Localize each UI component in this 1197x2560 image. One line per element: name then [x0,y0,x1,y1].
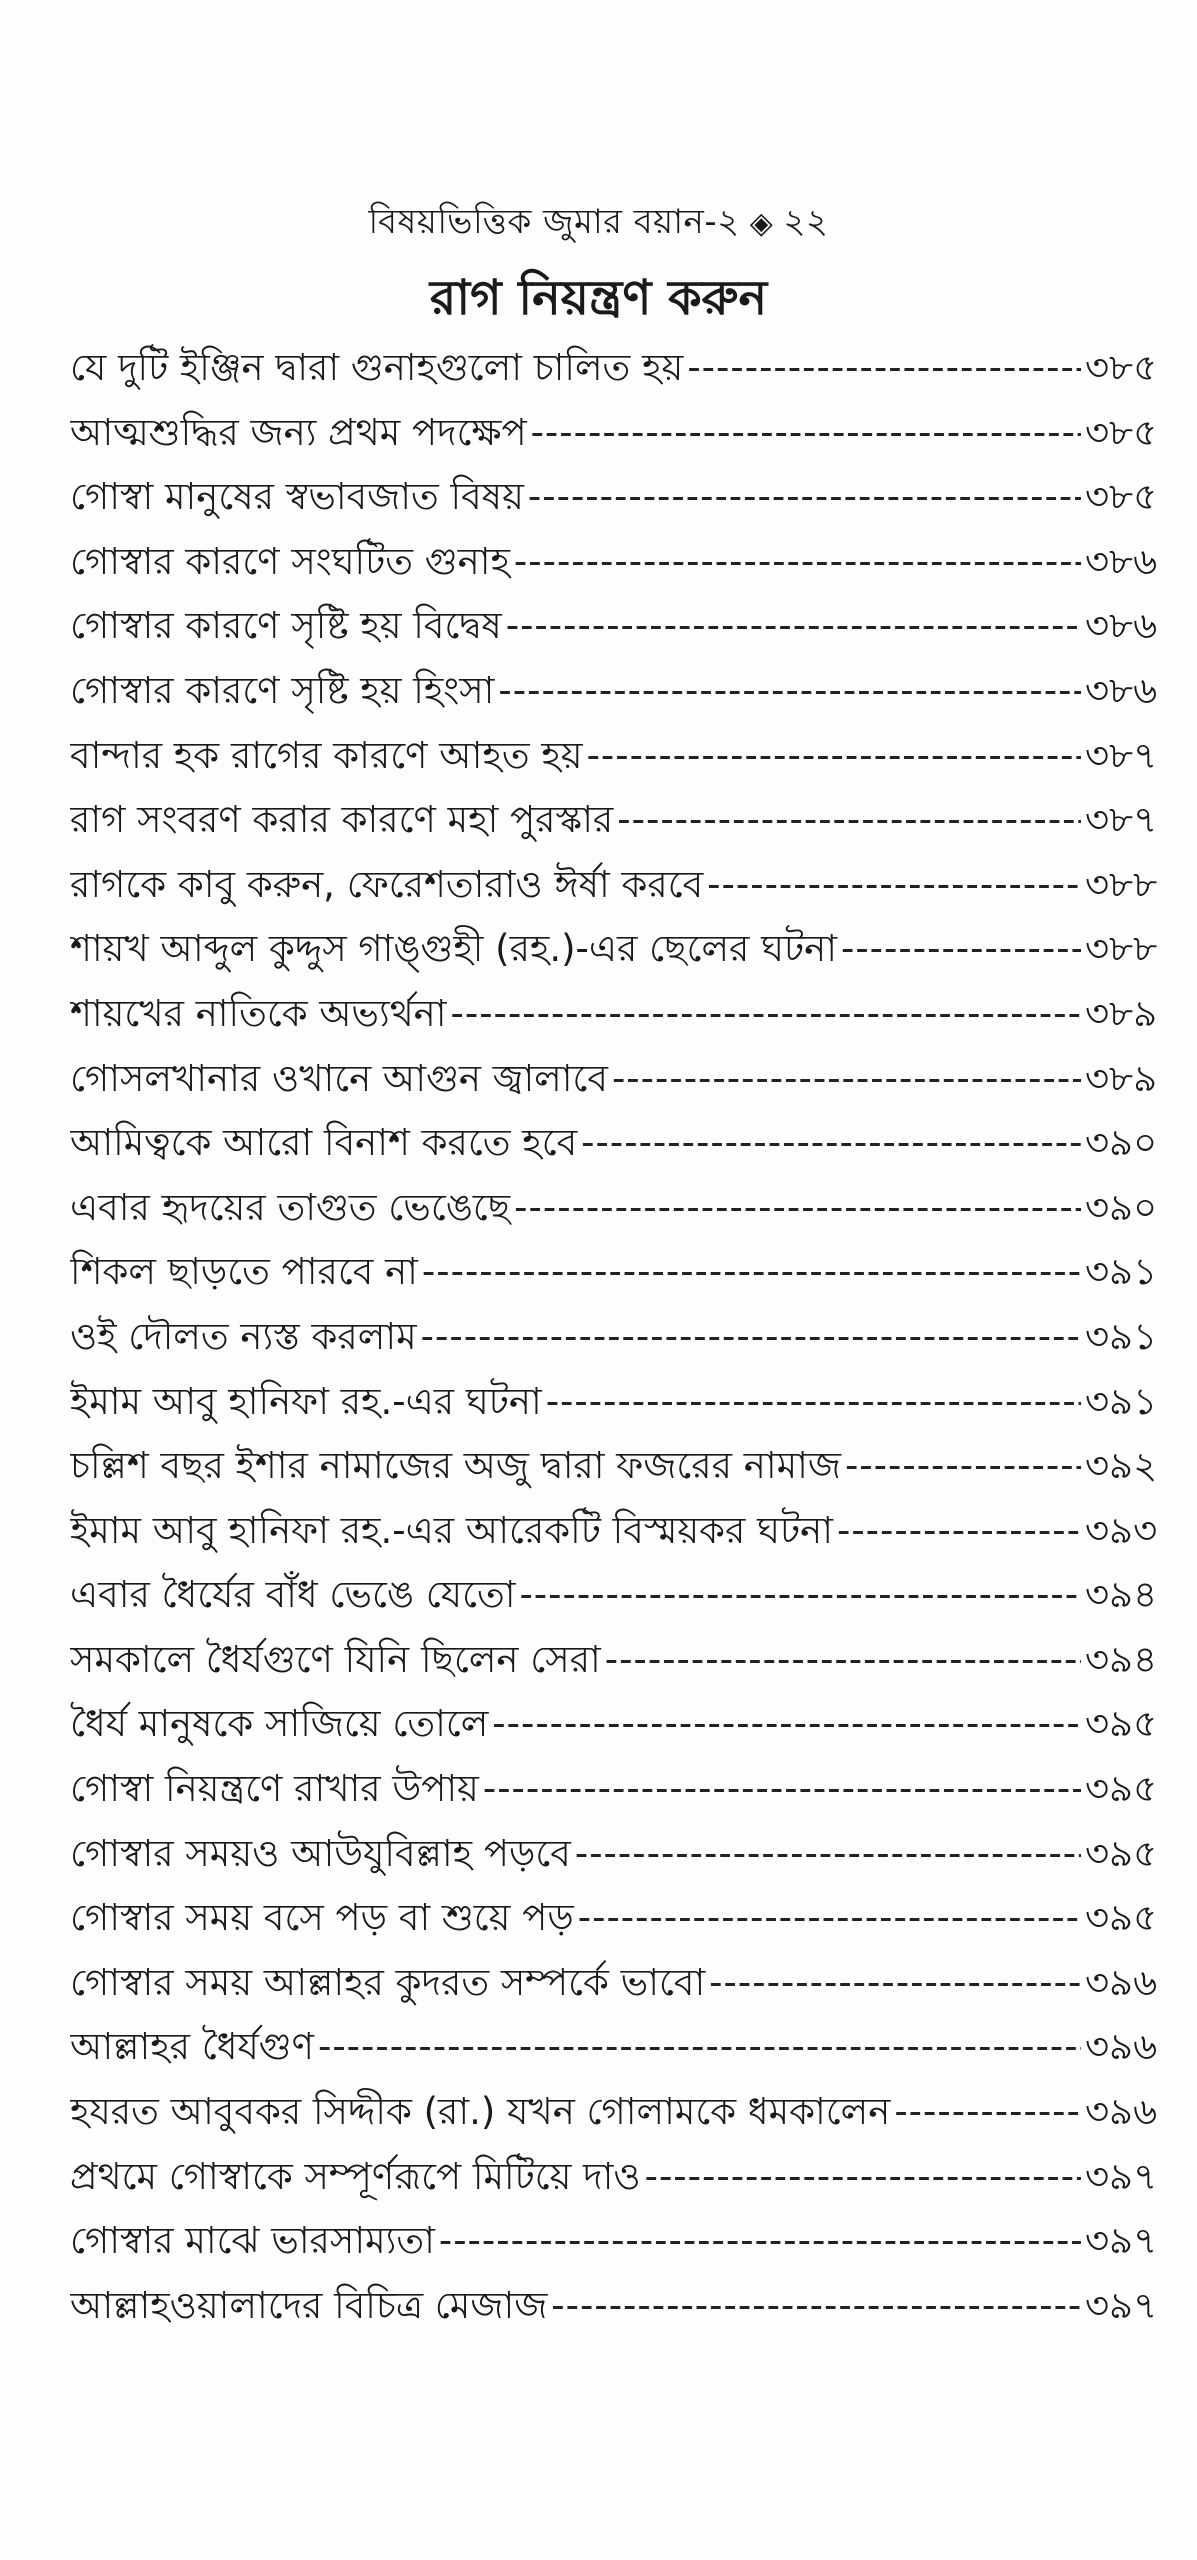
toc-entry-title: আল্লাহর ধৈর্যগুণ [70,2025,314,2069]
toc-entry-title: যে দুটি ইঞ্জিন দ্বারা গুনাহগুলো চালিত হয় [70,346,684,389]
toc-entry [70,1694,1197,1759]
table-of-contents [70,338,1197,2340]
toc-entry-page: ৩৯১ [1085,1379,1158,1423]
diamond-separator-icon: ◈ [749,206,774,241]
toc-entry-page: ৩৯৭ [1085,2219,1158,2263]
toc-entry [70,726,1197,791]
dot-leader [546,1380,1081,1423]
toc-entry [70,467,1197,532]
toc-entry-title: আত্মশুদ্ধির জন্য প্রথম পদক্ষেপ [70,410,527,454]
toc-entry-page: ৩৮৯ [1085,991,1158,1035]
toc-entry-title: গোস্বা মানুষের স্বভাবজাত বিষয় [70,475,524,519]
toc-entry [70,1307,1197,1372]
toc-entry [70,1436,1197,1501]
toc-entry-title: গোস্বার কারণে সৃষ্টি হয় বিদ্বেষ [70,604,502,648]
toc-entry [70,532,1197,597]
toc-entry-title: ইমাম আবু হানিফা রহ.-এর ঘটনা [70,1379,542,1423]
dot-leader [506,604,1081,647]
page-number: ২২ [783,202,829,242]
toc-entry-title: বান্দার হক রাগের কারণে আহত হয় [70,733,583,777]
chapter-title: রাগ নিয়ন্ত্রণ করুন [429,270,768,326]
toc-entry [70,1178,1197,1243]
dot-leader [709,1961,1081,2004]
dot-leader [581,1121,1081,1164]
dot-leader [707,863,1081,906]
toc-entry-title: হযরত আবুবকর সিদ্দীক (রা.) যখন গোলামকে ধমকালেন [70,2090,891,2134]
toc-entry-page: ৩৯৫ [1085,1702,1158,1746]
dot-leader [514,1186,1081,1229]
dot-leader [318,2025,1081,2068]
toc-entry-title: গোসলখানার ওখানে আগুন জ্বালাবে [70,1056,608,1100]
toc-entry-page: ৩৯২ [1085,1444,1158,1488]
toc-entry-page: ৩৯০ [1085,1121,1158,1165]
toc-entry [70,1372,1197,1437]
dot-leader [551,2284,1081,2327]
toc-entry-page: ৩৮৬ [1085,668,1158,712]
dot-leader [612,1057,1081,1100]
dot-leader [422,1250,1081,1293]
toc-entry [70,1049,1197,1114]
dot-leader [498,669,1081,712]
dot-leader [605,1638,1081,1681]
dot-leader [845,1444,1081,1487]
toc-entry [70,2276,1197,2341]
toc-entry-title: শায়খের নাতিকে অভ্যর্থনা [70,991,447,1035]
toc-entry-title: ওই দৌলত ন্যস্ত করলাম [70,1314,417,1358]
toc-entry-page: ৩৯৩ [1085,1508,1158,1552]
toc-entry [70,1630,1197,1695]
toc-entry-page: ৩৯৪ [1085,1637,1158,1681]
toc-entry [70,1953,1197,2018]
toc-entry [70,596,1197,661]
dot-leader [519,1573,1081,1616]
toc-entry-page: ৩৯৫ [1085,1896,1158,1940]
toc-entry-page: ৩৯০ [1085,1185,1158,1229]
dot-leader [645,2155,1081,2198]
dot-leader [451,992,1082,1035]
dot-leader [894,2090,1081,2133]
toc-entry [70,1113,1197,1178]
toc-entry-page: ৩৮৬ [1085,539,1158,583]
dot-leader [578,1896,1081,1939]
toc-entry-title: গোস্বার সময় আল্লাহর কুদরত সম্পর্কে ভাবো [70,1960,706,2004]
toc-entry-title: গোস্বার কারণে সৃষ্টি হয় হিংসা [70,668,495,712]
toc-entry [70,661,1197,726]
toc-entry [70,338,1197,403]
dot-leader [687,346,1081,389]
dot-leader [617,798,1081,841]
toc-entry [70,1824,1197,1889]
toc-entry-title: প্রথমে গোস্বাকে সম্পূর্ণরূপে মিটিয়ে দাও [70,2154,641,2198]
toc-entry-title: গোস্বার সময়ও আউযুবিল্লাহ পড়বে [70,1831,571,1875]
toc-entry-title: ইমাম আবু হানিফা রহ.-এর আরেকটি বিস্ময়কর ঘটনা [70,1508,833,1552]
toc-entry [70,855,1197,920]
dot-leader [531,411,1081,454]
running-header [0,196,1197,253]
toc-entry-page: ৩৯৫ [1085,1831,1158,1875]
dot-leader [528,475,1081,518]
toc-entry-page: ৩৯৬ [1085,1960,1158,2004]
toc-entry-page: ৩৮৬ [1085,604,1158,648]
dot-leader [841,927,1081,970]
toc-entry [70,2017,1197,2082]
dot-leader [421,1315,1081,1358]
toc-entry-title: গোস্বার কারণে সংঘটিত গুনাহ [70,539,510,583]
toc-entry-title: চল্লিশ বছর ইশার নামাজের অজু দ্বারা ফজরের নামাজ [70,1444,841,1488]
toc-entry-title: গোস্বার সময় বসে পড় বা শুয়ে পড় [70,1896,574,1940]
toc-entry [70,2211,1197,2276]
toc-entry [70,1242,1197,1307]
toc-entry-page: ৩৮৭ [1085,733,1158,777]
toc-entry [70,2147,1197,2212]
toc-entry-title: গোস্বার মাঝে ভারসাম্যতা [70,2219,435,2263]
toc-entry [70,984,1197,1049]
toc-entry [70,1501,1197,1566]
dot-leader [575,1832,1081,1875]
dot-leader [439,2219,1081,2262]
book-title: বিষয়ভিত্তিক জুমার বয়ান-২ [368,202,740,242]
toc-entry-page: ৩৯১ [1085,1314,1158,1358]
toc-entry-page: ৩৮৫ [1085,346,1158,389]
toc-entry-title: এবার হৃদয়ের তাগুত ভেঙেছে [70,1185,511,1229]
toc-entry-title: ধৈর্য মানুষকে সাজিয়ে তোলে [70,1702,489,1746]
toc-entry-page: ৩৮৫ [1085,410,1158,454]
dot-leader [837,1509,1081,1552]
toc-entry-title: রাগ সংবরণ করার কারণে মহা পুরস্কার [70,798,614,842]
toc-entry [70,1759,1197,1824]
dot-leader [514,540,1081,583]
toc-entry-title: রাগকে কাবু করুন, ফেরেশতারাও ঈর্ষা করবে [70,862,704,906]
toc-entry-page: ৩৯৭ [1085,2283,1158,2327]
toc-entry-title: আমিত্বকে আরো বিনাশ করতে হবে [70,1121,578,1165]
toc-entry-page: ৩৯৬ [1085,2025,1158,2069]
toc-entry-page: ৩৯৬ [1085,2090,1158,2134]
toc-entry-page: ৩৮৭ [1085,798,1158,842]
toc-entry-title: গোস্বা নিয়ন্ত্রণে রাখার উপায় [70,1767,479,1811]
toc-entry [70,790,1197,855]
toc-entry-title: শিকল ছাড়তে পারবে না [70,1250,418,1294]
toc-entry-page: ৩৯৭ [1085,2154,1158,2198]
toc-entry [70,403,1197,468]
toc-entry [70,1565,1197,1630]
dot-leader [492,1702,1081,1745]
toc-entry-title: শায়খ আব্দুল কুদ্দুস গাঙ্গুহী (রহ.)-এর ছেলের ঘটনা [70,927,837,971]
toc-entry-title: সমকালে ধৈর্যগুণে যিনি ছিলেন সেরা [70,1637,601,1681]
toc-entry-page: ৩৯১ [1085,1250,1158,1294]
toc-entry-page: ৩৯৫ [1085,1767,1158,1811]
toc-entry [70,2082,1197,2147]
toc-entry-title: আল্লাহওয়ালাদের বিচিত্র মেজাজ [70,2283,548,2327]
toc-entry-page: ৩৮৮ [1085,862,1158,906]
toc-entry [70,919,1197,984]
toc-entry-title: এবার ধৈর্যের বাঁধ ভেঙে যেতো [70,1573,516,1617]
dot-leader [587,734,1081,777]
toc-entry [70,1888,1197,1953]
dot-leader [483,1767,1081,1810]
toc-entry-page: ৩৮৯ [1085,1056,1158,1100]
toc-entry-page: ৩৯৪ [1085,1573,1158,1617]
toc-entry-page: ৩৮৮ [1085,927,1158,971]
toc-entry-page: ৩৮৫ [1085,475,1158,519]
